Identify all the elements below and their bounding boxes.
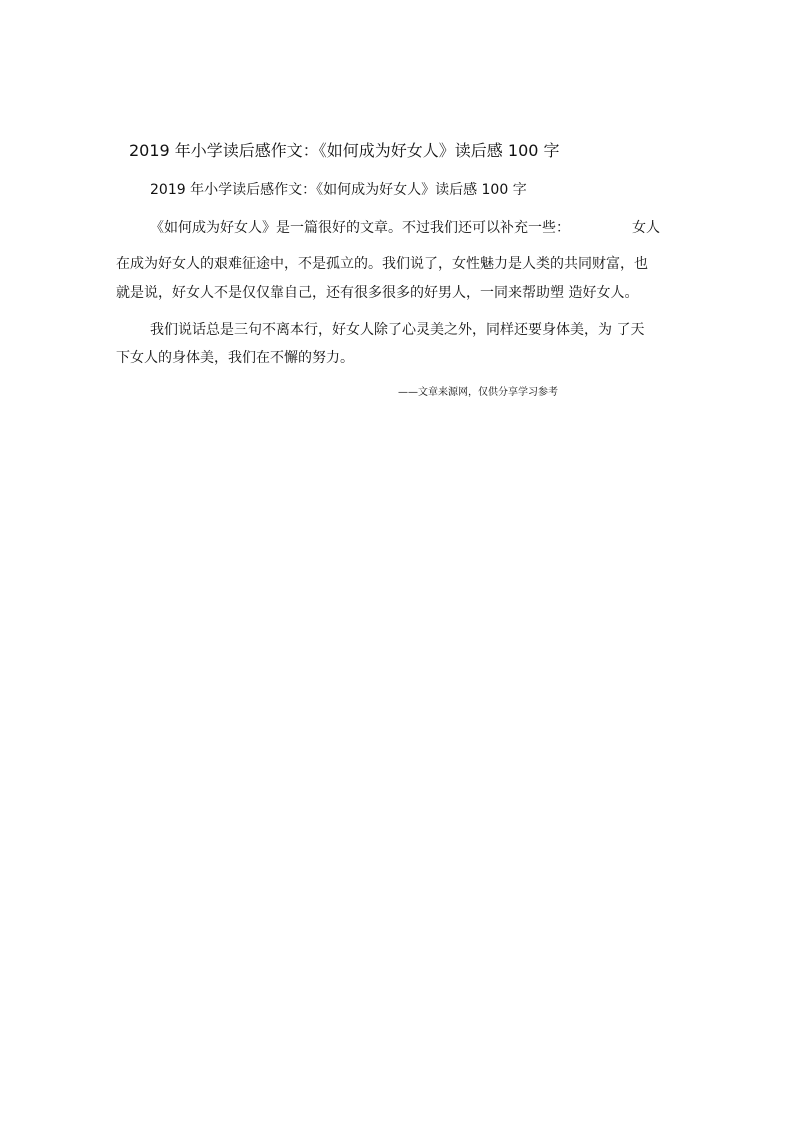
paragraph-1-line-3: 就是说，好女人不是仅仅靠自己，还有很多很多的好男人，一同来帮助塑 造好女人。 <box>116 285 639 301</box>
paragraph-1-line-1-tail: 女人 <box>632 220 660 236</box>
paragraph-1-line-1: 《如何成为好女人》是一篇很好的文章。不过我们还可以补充一些： <box>150 220 570 236</box>
source-note: ——文章来源网，仅供分享学习参考 <box>398 387 558 398</box>
document-title: 2019 年小学读后感作文：《如何成为好女人》读后感 100 字 <box>129 141 560 160</box>
paragraph-2-line-2: 下女人的身体美，我们在不懈的努力。 <box>116 350 354 366</box>
document-subtitle: 2019 年小学读后感作文：《如何成为好女人》读后感 100 字 <box>150 182 527 198</box>
paragraph-2-line-1: 我们说话总是三句不离本行，好女人除了心灵美之外，同样还要身体美，为 了天 <box>150 322 645 338</box>
paragraph-1-line-2: 在成为好女人的艰难征途中，不是孤立的。我们说了，女性魅力是人类的共同财富，也 <box>116 256 648 272</box>
